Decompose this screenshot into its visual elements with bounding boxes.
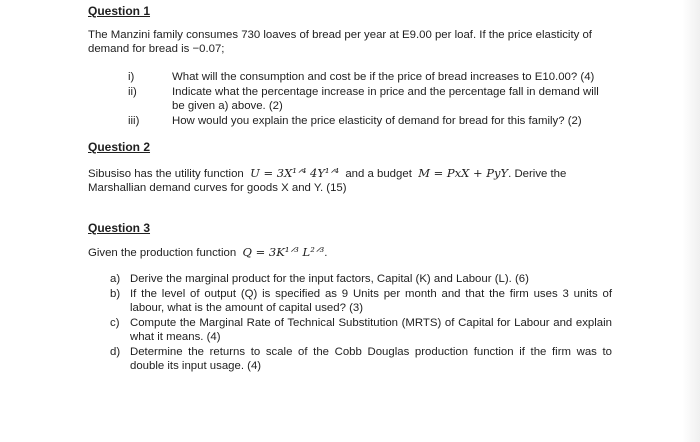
page-edge-shadow xyxy=(682,0,700,442)
subquestion-item xyxy=(128,85,613,113)
subquestion-text: Indicate what the percentage increase in price and the percentage fall in demand will be given a) above. (2) xyxy=(172,86,599,112)
subquestion-text: Determine the returns to scale of the Cobb Douglas production function if the firm was to double its input usage. (4) xyxy=(130,346,612,372)
question-1-intro-line-1: The Manzini family consumes 730 loaves of bread per year at E9.00 per loaf. If the price elasticity of xyxy=(88,29,592,41)
question-2-text-c: . Derive the xyxy=(508,168,567,180)
question-3-intro: Given the production function Q = 3K¹ᐟ³ L²ᐟ³. xyxy=(88,245,328,259)
question-1-intro-line-2: demand for bread is −0.07; xyxy=(88,43,225,55)
subquestion-item xyxy=(128,70,613,84)
question-2-body xyxy=(88,166,613,195)
subquestion-text: Derive the marginal product for the input factors, Capital (K) and Labour (L). (6) xyxy=(130,273,529,285)
subquestion-number: iii) xyxy=(128,115,140,127)
subquestion-item xyxy=(110,287,612,315)
utility-function: U = 3X¹ᐟ⁴ 4Y¹ᐟ⁴ xyxy=(250,166,339,180)
production-function: Q = 3K¹ᐟ³ L²ᐟ³ xyxy=(242,245,325,259)
subquestion-number: i) xyxy=(128,71,135,83)
subquestion-number: ii) xyxy=(128,86,137,98)
subquestion-letter: c) xyxy=(110,317,120,329)
question-3-subquestions xyxy=(110,272,612,374)
subquestion-text: If the level of output (Q) is specified as 9 Units per month and that the firm uses 3 units of labour, what is the amount of capital used? (3) xyxy=(130,288,612,314)
subquestion-item xyxy=(110,272,612,286)
subquestion-item xyxy=(110,316,612,344)
question-1-intro xyxy=(88,28,628,56)
question-2-text-b: and a budget xyxy=(345,168,412,180)
question-1-subquestions xyxy=(128,70,613,129)
subquestion-letter: a) xyxy=(110,273,121,285)
question-3-title: Question 3 xyxy=(88,221,151,235)
question-3-intro-text: Given the production function xyxy=(88,247,237,259)
subquestion-text: What will the consumption and cost be if the price of bread increases to E10.00? (4) xyxy=(172,71,595,83)
budget-constraint: M = PxX + PyY xyxy=(418,166,509,180)
subquestion-item xyxy=(110,345,612,373)
subquestion-text: How would you explain the price elasticity of demand for bread for this family? (2) xyxy=(172,115,582,127)
subquestion-letter: d) xyxy=(110,346,121,358)
question-2-line-2: Marshallian demand curves for goods X and Y. (15) xyxy=(88,182,347,194)
question-2-title: Question 2 xyxy=(88,140,151,154)
subquestion-text: Compute the Marginal Rate of Technical Substitution (MRTS) of Capital for Labour and explain what it means. (4) xyxy=(130,317,612,343)
subquestion-letter: b) xyxy=(110,288,121,300)
question-2-text-a: Sibusiso has the utility function xyxy=(88,168,244,180)
question-1-title: Question 1 xyxy=(88,4,151,18)
question-2-line-1 xyxy=(88,166,613,181)
subquestion-item xyxy=(128,114,613,128)
